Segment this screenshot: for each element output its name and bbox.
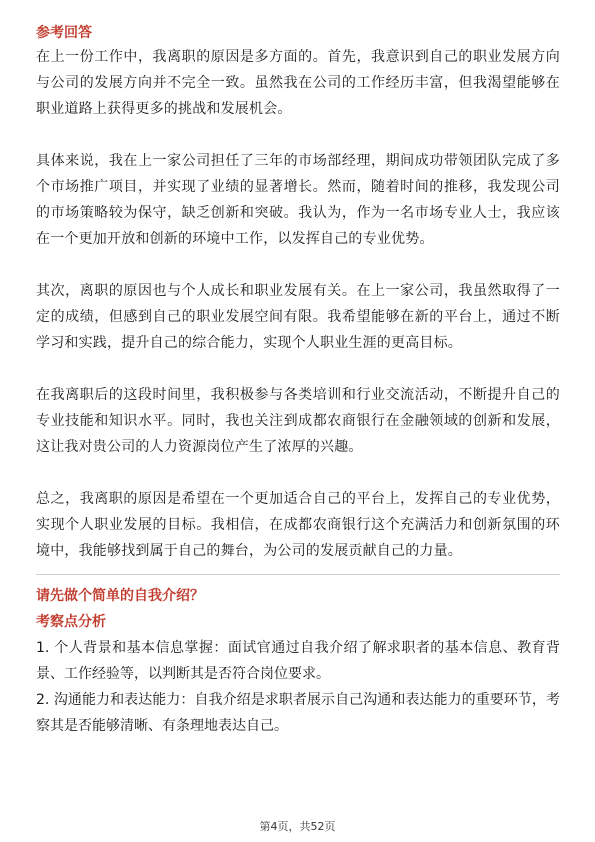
answer-paragraph-2: 具体来说，我在上一家公司担任了三年的市场部经理，期间成功带领团队完成了多个市场推广项目，并实现了业绩的显著增长。然而，随着时间的推移，我发现公司的市场策略较为保守，缺乏创新和突破。我认为，作为一名市场专业人士，我应该在一个更加开放和创新的环境中工作，以发挥自己的专业优势。 (36, 153, 560, 247)
page-content (36, 22, 560, 739)
paragraph-gap (36, 356, 560, 382)
answer-heading: 参考回答 (36, 25, 92, 41)
question-heading: 请先做个简单的自我介绍？ (36, 588, 204, 604)
analysis-item-2: 2. 沟通能力和表达能力：自我介绍是求职者展示自己沟通和表达能力的重要环节，考察其是否能够清晰、有条理地表达自己。 (36, 692, 560, 734)
answer-paragraph-4: 在我离职后的这段时间里，我积极参与各类培训和行业交流活动，不断提升自己的专业技能和知识水平。同时，我也关注到成都农商银行在金融领域的创新和发展，这让我对贵公司的人力资源岗位产生了浓厚的兴趣。 (36, 387, 560, 455)
paragraph-gap (36, 460, 560, 486)
analysis-heading: 考察点分析 (36, 614, 106, 630)
page-footer: 第4页，共52页 (259, 820, 336, 833)
paragraph-gap (36, 252, 560, 278)
answer-paragraph-1: 在上一份工作中，我离职的原因是多方面的。首先，我意识到自己的职业发展方向与公司的发展方向并不完全一致。虽然我在公司的工作经历丰富，但我渴望能够在职业道路上获得更多的挑战和发展机会。 (36, 49, 560, 117)
section-divider (36, 574, 560, 575)
analysis-item-1: 1. 个人背景和基本信息掌握：面试官通过自我介绍了解求职者的基本信息、教育背景、工作经验等，以判断其是否符合岗位要求。 (36, 640, 560, 682)
paragraph-gap (36, 122, 560, 148)
answer-paragraph-3: 其次，离职的原因也与个人成长和职业发展有关。在上一家公司，我虽然取得了一定的成绩，但感到自己的职业发展空间有限。我希望能够在新的平台上，通过不断学习和实践，提升自己的综合能力，实现个人职业生涯的更高目标。 (36, 283, 560, 351)
answer-paragraph-5: 总之，我离职的原因是希望在一个更加适合自己的平台上，发挥自己的专业优势，实现个人职业发展的目标。我相信，在成都农商银行这个充满活力和创新氛围的环境中，我能够找到属于自己的舞台，为公司的发展贡献自己的力量。 (36, 491, 560, 559)
